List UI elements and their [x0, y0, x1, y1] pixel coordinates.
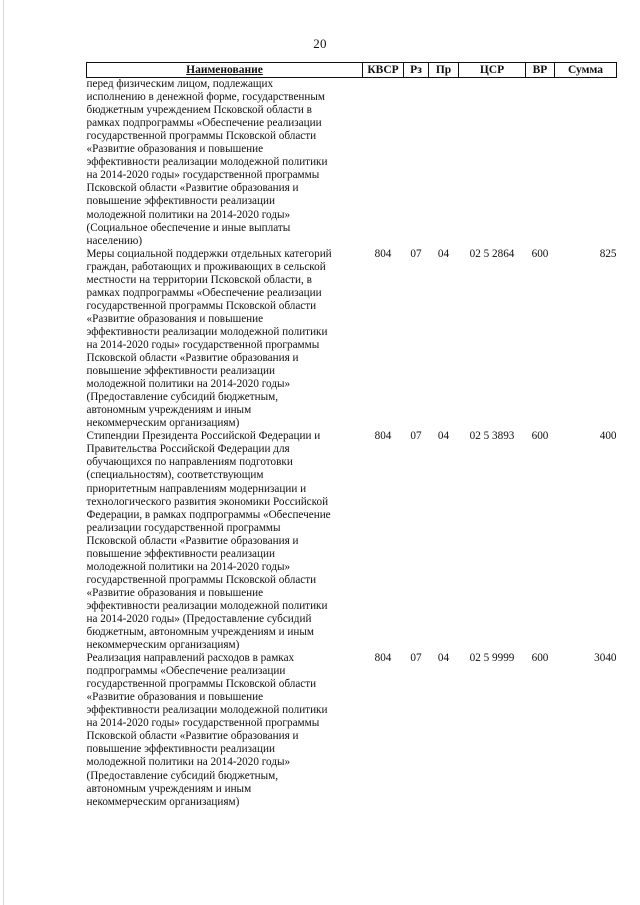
- table-row: [87, 430, 617, 652]
- row-name-line: (Предоставление субсидий бюджетным,: [86, 769, 279, 782]
- table-row: [87, 652, 617, 809]
- row-name-line: молодежной политики на 2014-2020 годы»: [86, 560, 291, 573]
- header-rz: Рз: [404, 63, 429, 78]
- row-kvsr: [363, 78, 404, 248]
- row-name-line: на 2014-2020 годы» государственной программы: [86, 717, 320, 730]
- row-sum: [555, 78, 617, 248]
- row-vr: 600: [531, 247, 549, 260]
- row-sum: 3040: [594, 652, 617, 665]
- table-row: [87, 78, 617, 248]
- row-name-line: государственной программы Псковской области: [86, 678, 317, 691]
- row-name-line: автономным учреждениям и иным: [86, 404, 252, 417]
- row-name-line: «Развитие образования и повышение: [86, 312, 264, 325]
- row-vr: 600: [531, 652, 549, 665]
- row-sum: 400: [599, 430, 617, 443]
- row-csr: 02 5 2864: [469, 247, 515, 260]
- row-name-line: некоммерческим организациям): [86, 795, 240, 808]
- row-name-line: на 2014-2020 годы» государственной программы: [86, 169, 320, 182]
- row-name-line: Меры социальной поддержки отдельных категорий: [86, 247, 332, 260]
- header-kvsr: КВСР: [363, 63, 404, 78]
- row-name-line: эффективности реализации молодежной политики: [86, 599, 328, 612]
- row-name-line: (Социальное обеспечение и иные выплаты: [86, 221, 291, 234]
- row-name-line: эффективности реализации молодежной политики: [86, 704, 328, 717]
- row-name-line: эффективности реализации молодежной политики: [86, 156, 328, 169]
- row-name: [87, 430, 363, 652]
- row-name-line: реализации государственной программы: [86, 521, 281, 534]
- header-sum: Сумма: [555, 63, 617, 78]
- row-rz: [404, 78, 429, 248]
- row-name-line: Правительства Российской Федерации для: [86, 443, 290, 456]
- row-pr: 04: [437, 652, 450, 665]
- row-name-line: рамках подпрограммы «Обеспечение реализации: [86, 286, 322, 299]
- row-kvsr: 804: [374, 430, 392, 443]
- row-name-line: подпрограммы «Обеспечение реализации: [86, 665, 286, 678]
- row-name-line: повышение эффективности реализации: [86, 365, 275, 378]
- row-name-line: бюджетным учреждением Псковской области в: [86, 104, 312, 117]
- header-csr: ЦСР: [459, 63, 526, 78]
- row-name-line: рамках подпрограммы «Обеспечение реализации: [86, 117, 322, 130]
- row-rz: 07: [410, 430, 422, 443]
- row-name-line: государственной программы Псковской области: [86, 299, 317, 312]
- row-name-line: технологического развития экономики Российской: [86, 495, 329, 508]
- row-name-line: «Развитие образования и повышение: [86, 143, 264, 156]
- header-name: Наименование: [87, 63, 363, 78]
- row-name-line: молодежной политики на 2014-2020 годы»: [86, 756, 291, 769]
- row-name-line: приоритетным направлениям модернизации и: [86, 482, 307, 495]
- row-name-line: некоммерческим организациям): [86, 417, 240, 430]
- row-name-line: повышение эффективности реализации: [86, 743, 275, 756]
- row-name: [87, 652, 363, 809]
- row-name-line: (специальностям), соответствующим: [86, 469, 264, 482]
- row-vr: [526, 78, 555, 248]
- table-row: [87, 248, 617, 431]
- row-name-line: бюджетным, автономным учреждениям и иным: [86, 626, 314, 639]
- row-vr: 600: [531, 430, 549, 443]
- row-name-line: граждан, работающих и проживающих в сельской: [86, 260, 326, 273]
- row-name-line: Псковской области «Развитие образования и: [86, 730, 299, 743]
- page-number: 20: [313, 36, 327, 51]
- row-name-line: на 2014-2020 годы» государственной программы: [86, 338, 320, 351]
- budget-table: [86, 62, 617, 809]
- row-name-line: «Развитие образования и повышение: [86, 691, 264, 704]
- row-name-line: государственной программы Псковской области: [86, 130, 317, 143]
- row-name-line: обучающихся по направлениям подготовки: [86, 456, 293, 469]
- row-pr: 04: [437, 430, 450, 443]
- row-csr: [459, 78, 526, 248]
- row-name-line: некоммерческим организациям): [86, 639, 240, 652]
- row-name-line: повышение эффективности реализации: [86, 547, 275, 560]
- row-kvsr: 804: [374, 652, 392, 665]
- row-rz: 07: [410, 652, 422, 665]
- row-pr: 04: [437, 247, 450, 260]
- row-csr: 02 5 3893: [469, 430, 515, 443]
- row-name-line: на 2014-2020 годы» (Предоставление субсидий: [86, 612, 312, 625]
- row-name-line: населению): [86, 234, 143, 247]
- row-name-line: исполнению в денежной форме, государственным: [86, 91, 325, 104]
- row-name-line: повышение эффективности реализации: [86, 195, 275, 208]
- row-name-line: Стипендии Президента Российской Федерации и: [86, 430, 321, 443]
- row-name: [87, 78, 363, 248]
- row-kvsr: 804: [374, 247, 392, 260]
- row-name-line: местности на территории Псковской области, в: [86, 273, 312, 286]
- row-name-line: государственной программы Псковской области: [86, 573, 317, 586]
- row-name-line: молодежной политики на 2014-2020 годы»: [86, 378, 291, 391]
- header-vr: ВР: [526, 63, 555, 78]
- row-sum: 825: [599, 247, 617, 260]
- row-name-line: Псковской области «Развитие образования и: [86, 182, 299, 195]
- row-name-line: перед физическим лицом, подлежащих: [86, 78, 274, 91]
- row-name-line: (Предоставление субсидий бюджетным,: [86, 391, 279, 404]
- row-name-line: Реализация направлений расходов в рамках: [86, 652, 295, 665]
- table-header-row: [87, 63, 617, 78]
- row-name-line: эффективности реализации молодежной политики: [86, 325, 328, 338]
- row-name-line: Псковской области «Развитие образования и: [86, 352, 299, 365]
- header-pr: Пр: [429, 63, 459, 78]
- row-name-line: Федерации, в рамках подпрограммы «Обеспечение: [86, 508, 331, 521]
- row-name: [87, 248, 363, 431]
- table-body: [87, 78, 617, 809]
- row-rz: 07: [410, 247, 422, 260]
- scan-margin-line: [3, 0, 4, 905]
- row-name-line: «Развитие образования и повышение: [86, 586, 264, 599]
- row-name-line: молодежной политики на 2014-2020 годы»: [86, 208, 291, 221]
- row-csr: 02 5 9999: [469, 652, 515, 665]
- row-name-line: Псковской области «Развитие образования и: [86, 534, 299, 547]
- row-name-line: автономным учреждениям и иным: [86, 782, 252, 795]
- row-pr: [429, 78, 459, 248]
